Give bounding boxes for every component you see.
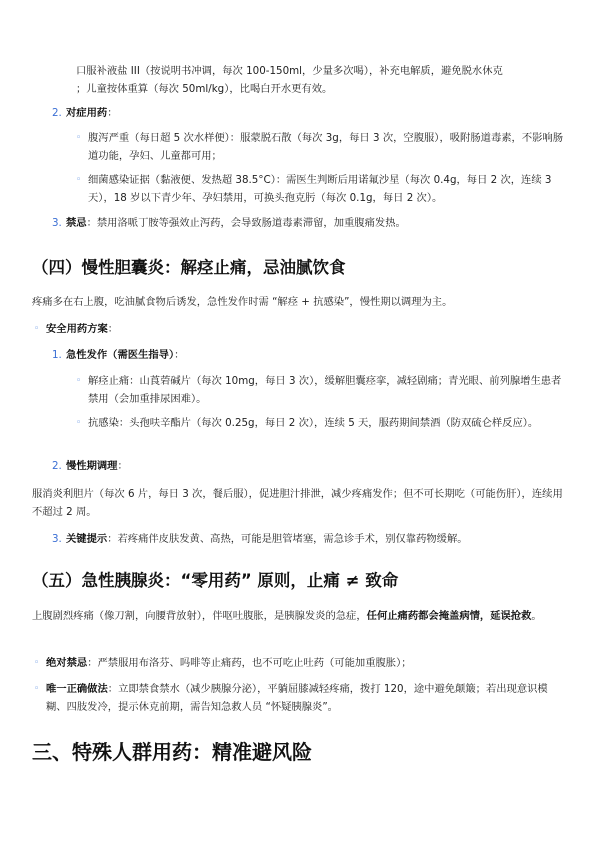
item-text: ：禁用洛哌丁胺等强效止泻药，会导致肠道毒素滞留，加重腹痛发热。 bbox=[86, 217, 406, 229]
key-tip-item bbox=[52, 530, 565, 548]
contraindication-item bbox=[52, 214, 565, 232]
list-item bbox=[76, 414, 565, 432]
item-number: 3. bbox=[52, 217, 62, 229]
section-paragraph bbox=[32, 293, 565, 311]
item-number: 2. bbox=[52, 107, 62, 119]
part-heading bbox=[32, 738, 565, 766]
infection-bullet-text: 细菌感染证据（黏液便、发热超 38.5°C）：需医生判断后用诺氟沙星（每次 0.4g，每日 2 次，连续 3 天），18 岁以下青少年、孕妇禁用，可换头孢克肟（每次 0.1g，每日 2 次）。 bbox=[88, 174, 552, 204]
symptom-treatment-item bbox=[52, 104, 565, 122]
item-title: 关键提示 bbox=[66, 533, 108, 545]
item-title: 慢性期调理 bbox=[66, 460, 118, 472]
bullet-icon: ◦ bbox=[76, 175, 82, 185]
list-item bbox=[76, 129, 565, 165]
item-title: 急性发作（需医生指导） bbox=[66, 349, 175, 361]
section-heading bbox=[32, 569, 565, 593]
acute-episode-item bbox=[52, 346, 565, 364]
bullet-icon: ◦ bbox=[76, 418, 82, 428]
plan-bullet bbox=[34, 320, 565, 338]
bullet-icon: ◦ bbox=[76, 376, 82, 386]
item-colon: ： bbox=[174, 349, 185, 361]
antispasm-bullet-text: 解痉止痛：山莨菪碱片（每次 10mg，每日 3 次），缓解胆囊痉挛，减轻剧痛；青光眼、前列腺增生患者禁用（会加重排尿困难）。 bbox=[88, 375, 562, 405]
correct-action-title: 唯一正确做法 bbox=[46, 683, 108, 695]
item-colon: ： bbox=[117, 460, 128, 472]
pancreatitis-warning: 任何止痛药都会掩盖病情，延误抢救 bbox=[366, 610, 532, 622]
chronic-phase-text: 服消炎利胆片（每次 6 片，每日 3 次，餐后服），促进胆汁排泄，减少疼痛发作；但不可长期吃（可能伤肝），连续用不超过 2 周。 bbox=[32, 488, 563, 518]
list-item bbox=[76, 372, 565, 408]
absolute-contraindication-title: 绝对禁忌 bbox=[46, 657, 88, 669]
bullet-icon: ◦ bbox=[34, 658, 40, 668]
pancreatitis-intro: 上腹剧烈疼痛（像刀割，向腰背放射），伴呕吐腹胀，是胰腺发炎的急症，任何止痛药都会掩盖病情，延误抢救。 bbox=[32, 610, 542, 622]
intro-line-2: ；儿童按体重算（每次 50ml/kg），比喝白开水更有效。 bbox=[76, 83, 333, 95]
cholecystitis-heading: （四）慢性胆囊炎：解痉止痛，忌油腻饮食 bbox=[32, 258, 346, 277]
bullet-icon: ◦ bbox=[34, 684, 40, 694]
intro-paragraph bbox=[76, 62, 571, 98]
item-text: ：若疼痛伴皮肤发黄、高热，可能是胆管堵塞，需急诊手术，别仅靠药物缓解。 bbox=[107, 533, 468, 545]
item-title: 禁忌 bbox=[66, 217, 87, 229]
chronic-phase-item bbox=[52, 457, 565, 475]
plan-title: 安全用药方案 bbox=[46, 323, 108, 335]
special-populations-heading: 三、特殊人群用药：精准避风险 bbox=[32, 740, 312, 764]
list-item bbox=[34, 680, 565, 716]
correct-action-text: ：立即禁食禁水（减少胰腺分泌），平躺屈膝减轻疼痛，拨打 120，途中避免颠簸；若出现意识模糊、四肢发冷，提示休克前期，需告知急救人员 “怀疑胰腺炎”。 bbox=[46, 683, 548, 713]
list-item bbox=[76, 171, 565, 207]
anti-infection-bullet-text: 抗感染：头孢呋辛酯片（每次 0.25g，每日 2 次），连续 5 天，服药期间禁酒（防双硫仑样反应）。 bbox=[88, 417, 539, 429]
section-heading bbox=[32, 256, 565, 280]
cholecystitis-intro: 疼痛多在右上腹，吃油腻食物后诱发，急性发作时需 “解痉 + 抗感染”，慢性期以调理为主。 bbox=[32, 296, 453, 308]
section-paragraph bbox=[32, 607, 565, 625]
intro-line-1: 口服补液盐 III（按说明书冲调，每次 100-150ml，少量多次喝），补充电解质，避免脱水休克 bbox=[76, 65, 503, 77]
item-number: 3. bbox=[52, 533, 62, 545]
plan-colon: ： bbox=[107, 323, 119, 335]
item-colon: ： bbox=[107, 107, 118, 119]
bullet-icon: ◦ bbox=[76, 133, 82, 143]
bullet-icon: ◦ bbox=[34, 324, 40, 334]
item-number: 1. bbox=[52, 349, 62, 361]
list-item bbox=[34, 654, 565, 672]
chronic-phase-paragraph bbox=[32, 485, 565, 521]
absolute-contraindication-text: ：严禁服用布洛芬、吗啡等止痛药，也不可吃止吐药（可能加重腹胀）； bbox=[87, 657, 412, 669]
diarrhea-bullet-text: 腹泻严重（每日超 5 次水样便）：服蒙脱石散（每次 3g，每日 3 次，空腹服），吸附肠道毒素，不影响肠道功能，孕妇、儿童都可用； bbox=[88, 132, 564, 162]
item-number: 2. bbox=[52, 460, 62, 472]
item-title: 对症用药 bbox=[66, 107, 108, 119]
pancreatitis-heading: （五）急性胰腺炎：“零用药” 原则，止痛 ≠ 致命 bbox=[32, 571, 399, 590]
